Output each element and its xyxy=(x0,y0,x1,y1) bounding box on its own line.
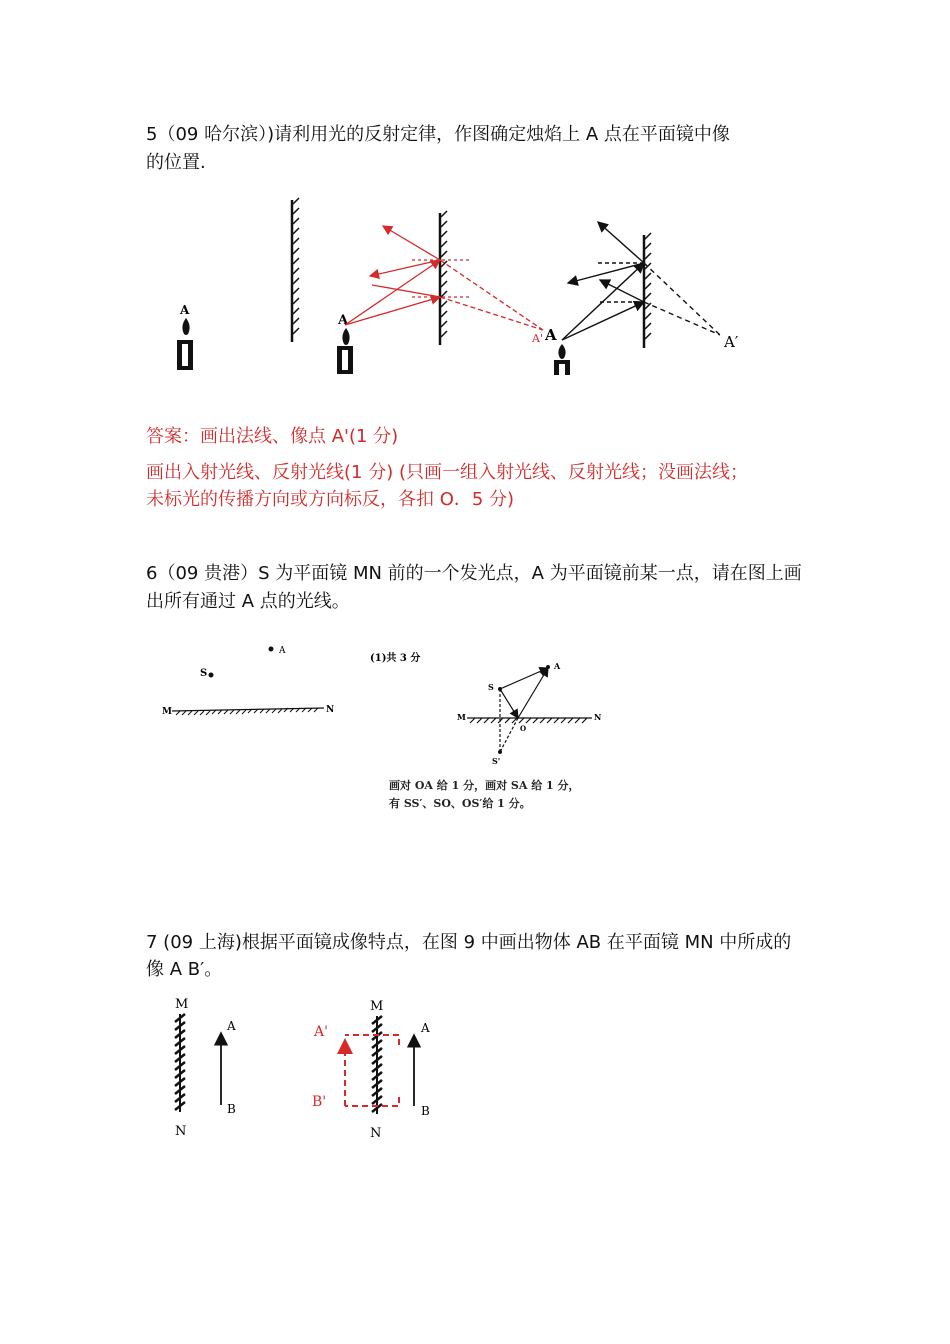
q6-ans-label-m: M xyxy=(457,712,466,722)
q6-ans-label-s-image: S' xyxy=(492,756,501,766)
q7-ans-label-b: B xyxy=(421,1104,430,1118)
q6-label-s: S xyxy=(200,668,208,679)
q7-label-n: N xyxy=(175,1124,187,1139)
q5-text-line2: 的位置. xyxy=(146,152,206,173)
q7-ans-label-n: N xyxy=(370,1126,382,1141)
q7-ans-label-m: M xyxy=(370,999,384,1014)
candle-icon xyxy=(337,313,353,374)
q7-ans-label-b-image: B' xyxy=(312,1094,327,1110)
q6-ans-label-s: S xyxy=(488,682,494,692)
q6-figure-answer xyxy=(0,645,950,775)
q7-ans-label-a: A xyxy=(421,1021,430,1035)
q6-text-line1: 6（09 贵港）S 为平面镜 MN 前的一个发光点，A 为平面镜前某一点，请在图上画 xyxy=(146,563,802,584)
q5-label-a2: A xyxy=(338,313,349,328)
candle-icon xyxy=(177,303,193,370)
q5-label-a1: A xyxy=(180,303,190,317)
q5-label-a2-image: A' xyxy=(532,332,543,345)
q5-answer-line1: 答案：画出法线、像点 A'(1 分) xyxy=(146,426,399,447)
q7-label-m: M xyxy=(175,997,189,1012)
q7-text-line2: 像 A B′。 xyxy=(146,959,223,980)
q7-ans-label-a-image: A' xyxy=(314,1024,328,1040)
q6-ans-label-n: N xyxy=(594,712,602,722)
candle-icon xyxy=(544,326,570,375)
q6-ans-label-o: O xyxy=(520,724,527,733)
mirror-3 xyxy=(644,233,651,348)
mirror-2 xyxy=(440,211,447,345)
q7-figure-answer xyxy=(0,990,950,1150)
q6-text-line2: 出所有通过 A 点的光线。 xyxy=(146,591,350,612)
q6-label-a: A xyxy=(279,646,286,656)
q6-note-line2: 有 SS′、SO、OS′给 1 分。 xyxy=(389,797,531,810)
q5-label-a3-image: A′ xyxy=(724,333,739,351)
q7-text-line1: 7 (09 上海)根据平面镜成像特点，在图 9 中画出物体 AB 在平面镜 MN 中所成的 xyxy=(146,932,792,953)
mirror-1 xyxy=(292,198,299,342)
q5-label-a3: A xyxy=(545,326,557,344)
q5-answer-line2: 画出入射光线、反射光线(1 分) (只画一组入射光线、反射光线；没画法线； xyxy=(146,462,748,483)
q5-answer-line3: 未标光的传播方向或方向标反，各扣 O．5 分) xyxy=(146,489,515,510)
q7-label-a: A xyxy=(227,1019,236,1033)
q6-label-m: M xyxy=(162,707,172,717)
q6-score-label: (1)共 3 分 xyxy=(370,653,421,664)
q6-note-line1: 画对 OA 给 1 分，画对 SA 给 1 分， xyxy=(389,779,580,792)
q5-figure xyxy=(0,0,950,400)
q5-black-rays xyxy=(562,222,720,340)
q6-ans-label-a: A xyxy=(554,661,561,671)
q5-text-line1: 5（09 哈尔滨）)请利用光的反射定律，作图确定烛焰上 A 点在平面镜中像 xyxy=(146,124,730,145)
q6-label-n: N xyxy=(326,705,335,715)
q7-label-b: B xyxy=(227,1102,236,1116)
